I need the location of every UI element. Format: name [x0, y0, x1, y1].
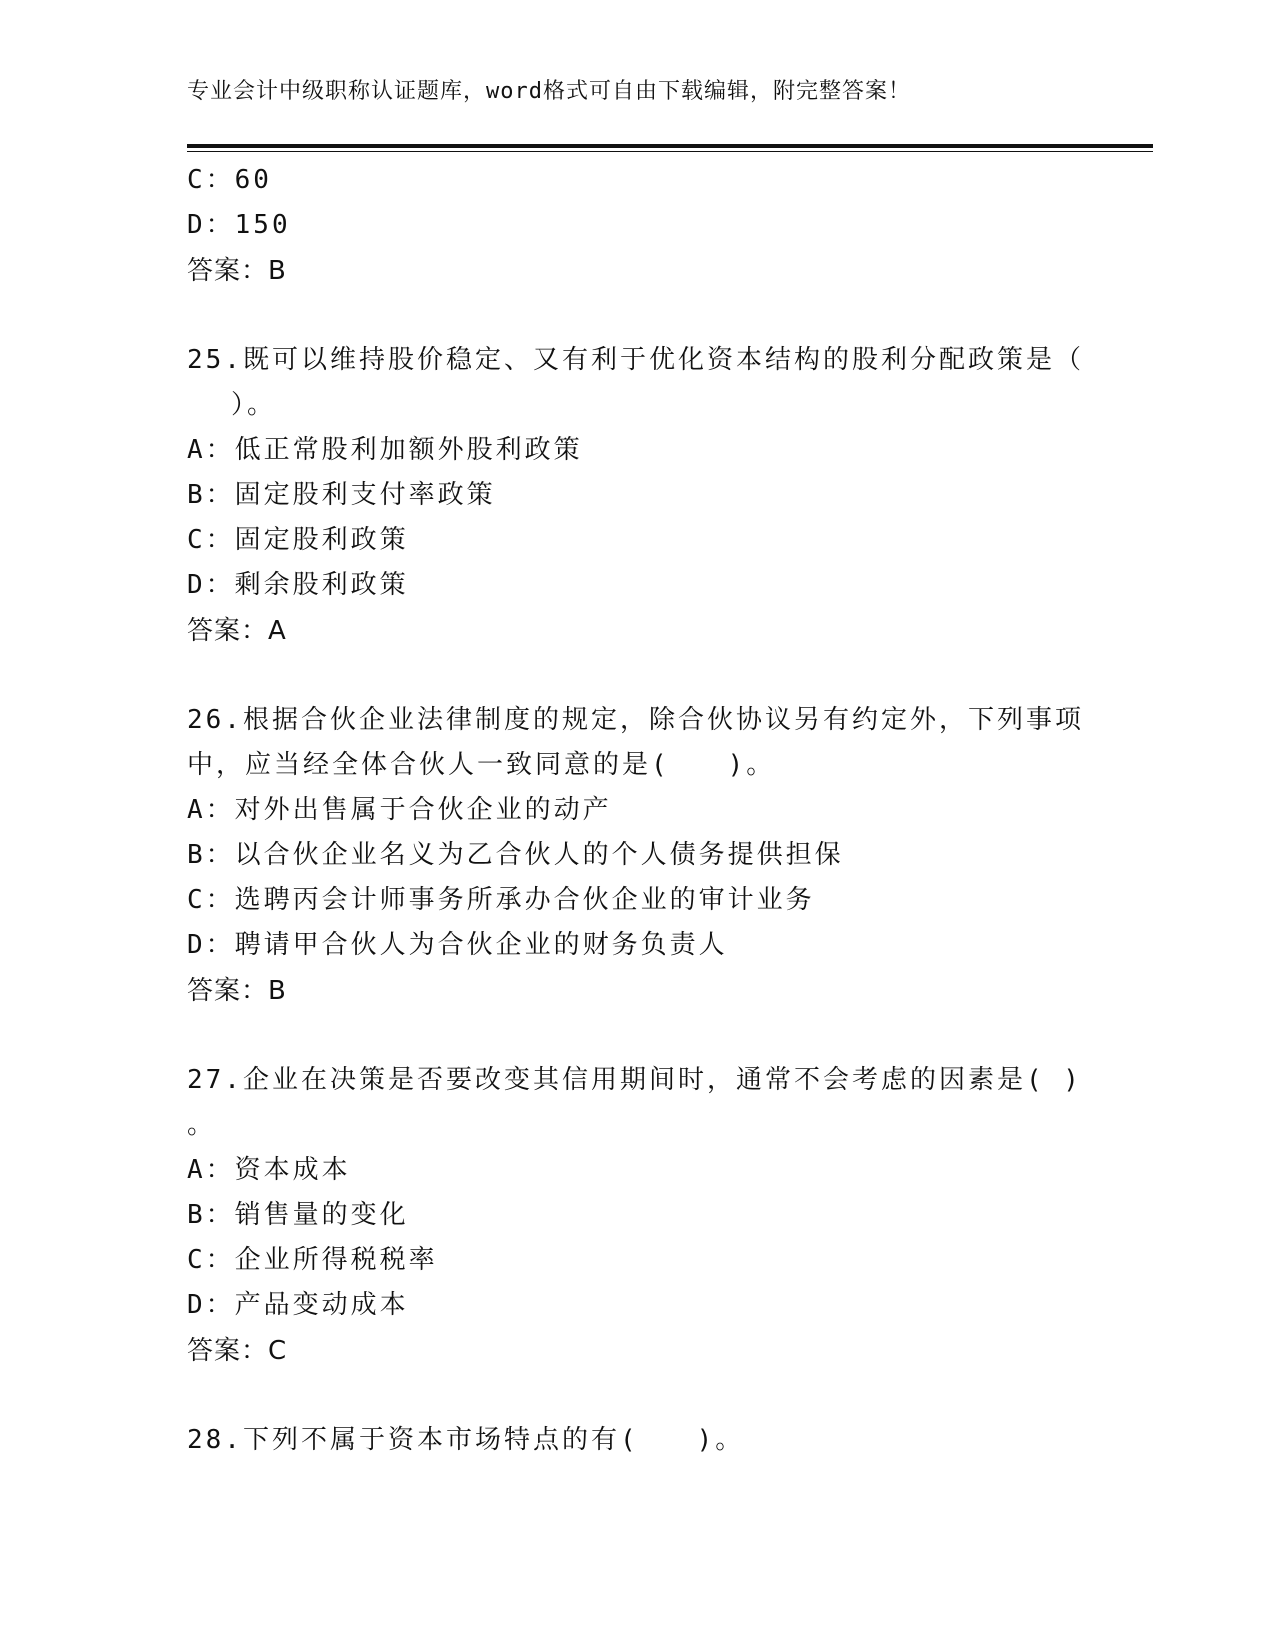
option-c: C：固定股利政策	[187, 525, 409, 555]
option-c: C：企业所得税税率	[187, 1245, 438, 1275]
answer-line: 答案：B	[187, 976, 287, 1006]
option-d: D：聘请甲合伙人为合伙企业的财务负责人	[187, 930, 728, 960]
header-divider-thick	[187, 144, 1153, 148]
option-c: C：选聘丙会计师事务所承办合伙企业的审计业务	[187, 885, 815, 915]
option-b: B：以合伙企业名义为乙合伙人的个人债务提供担保	[187, 840, 844, 870]
question-stem: 25.既可以维持股价稳定、又有利于优化资本结构的股利分配政策是（	[187, 345, 1084, 375]
option-d: D：产品变动成本	[187, 1290, 409, 1320]
spacer	[187, 1014, 1087, 1058]
option-d: D：剩余股利政策	[187, 570, 409, 600]
option-c: C：60	[187, 165, 272, 195]
question-stem: 26.根据合伙企业法律制度的规定，除合伙协议另有约定外，下列事项	[187, 705, 1084, 735]
header-divider-thin	[187, 151, 1153, 152]
spacer	[187, 294, 1087, 338]
question-stem-continued: ）。	[231, 390, 277, 420]
question-block-25	[187, 338, 1087, 654]
spacer	[187, 654, 1087, 698]
question-stem: 28.下列不属于资本市场特点的有( )。	[187, 1425, 745, 1455]
option-a: A：对外出售属于合伙企业的动产	[187, 795, 612, 825]
spacer	[187, 1374, 1087, 1418]
option-a: A：低正常股利加额外股利政策	[187, 435, 583, 465]
question-block-28	[187, 1418, 1087, 1463]
page-header: 专业会计中级职称认证题库，word格式可自由下载编辑，附完整答案！	[187, 79, 911, 104]
question-block-26	[187, 698, 1087, 1014]
question-stem: 27.企业在决策是否要改变其信用期间时，通常不会考虑的因素是( )	[187, 1065, 1082, 1095]
option-a: A：资本成本	[187, 1155, 351, 1185]
question-stem-continued: 。	[187, 1110, 217, 1140]
answer-line: 答案：A	[187, 616, 287, 646]
question-stem-continued: 中，应当经全体合伙人一致同意的是( )。	[187, 750, 776, 780]
question-block-prev	[187, 158, 1087, 294]
question-block-27	[187, 1058, 1087, 1374]
option-b: B：固定股利支付率政策	[187, 480, 496, 510]
option-b: B：销售量的变化	[187, 1200, 409, 1230]
question-list	[187, 158, 1087, 1463]
answer-line: 答案：C	[187, 1336, 288, 1366]
answer-line: 答案：B	[187, 256, 287, 286]
option-d: D：150	[187, 210, 291, 240]
